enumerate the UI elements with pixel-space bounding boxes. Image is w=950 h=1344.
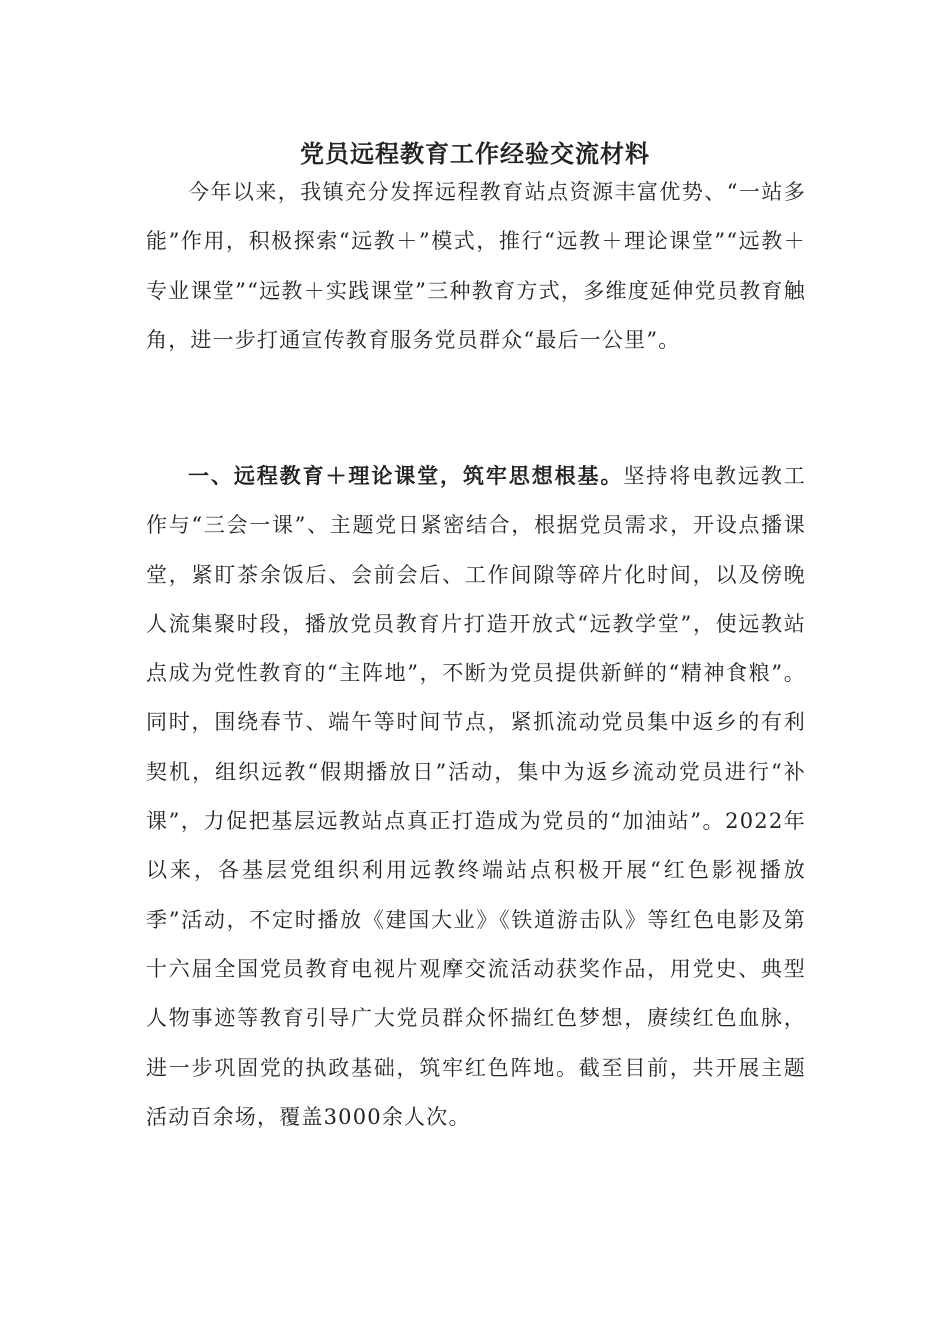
- section-one-text: 坚持将电教远教工作与“三会一课”、主题党日紧密结合，根据党员需求，开设点播课堂，紧盯茶余饭后、会前会后、工作间隙等碎片化时间，以及傍晚人流集聚时段，播放党员教育片打造开放式“远教学堂”，使远教站点成为党性教育的“主阵地”，不断为党员提供新鲜的“精神食粮”。同时，围绕春节、端午等时间节点，紧抓流动党员集中返乡的有利契机，组织远教“假期播放日”活动，集中为返乡流动党员进行“补课”，力促把基层远教站点真正打造成为党员的“加油站”。2022年以来，各基层党组织利用远教终端站点积极开展“红色影视播放季”活动，不定时播放《建国大业》《铁道游击队》等红色电影及第十六届全国党员教育电视片观摩交流活动获奖作品，用党史、典型人物事迹等教育引导广大党员群众怀揣红色梦想，赓续红色血脉，进一步巩固党的执政基础，筑牢红色阵地。截至目前，共开展主题活动百余场，覆盖3000余人次。: [146, 464, 806, 1129]
- intro-paragraph: 今年以来，我镇充分发挥远程教育站点资源丰富优势、“一站多能”作用，积极探索“远教＋”模式，推行“远教＋理论课堂”“远教＋专业课堂”“远教＋实践课堂”三种教育方式，多维度延伸党员教育触角，进一步打通宣传教育服务党员群众“最后一公里”。: [146, 180, 806, 352]
- section-one-paragraph: [146, 451, 806, 1142]
- section-one-heading: 一、远程教育＋理论课堂，筑牢思想根基。: [188, 463, 624, 488]
- document-title: 党员远程教育工作经验交流材料: [300, 139, 650, 168]
